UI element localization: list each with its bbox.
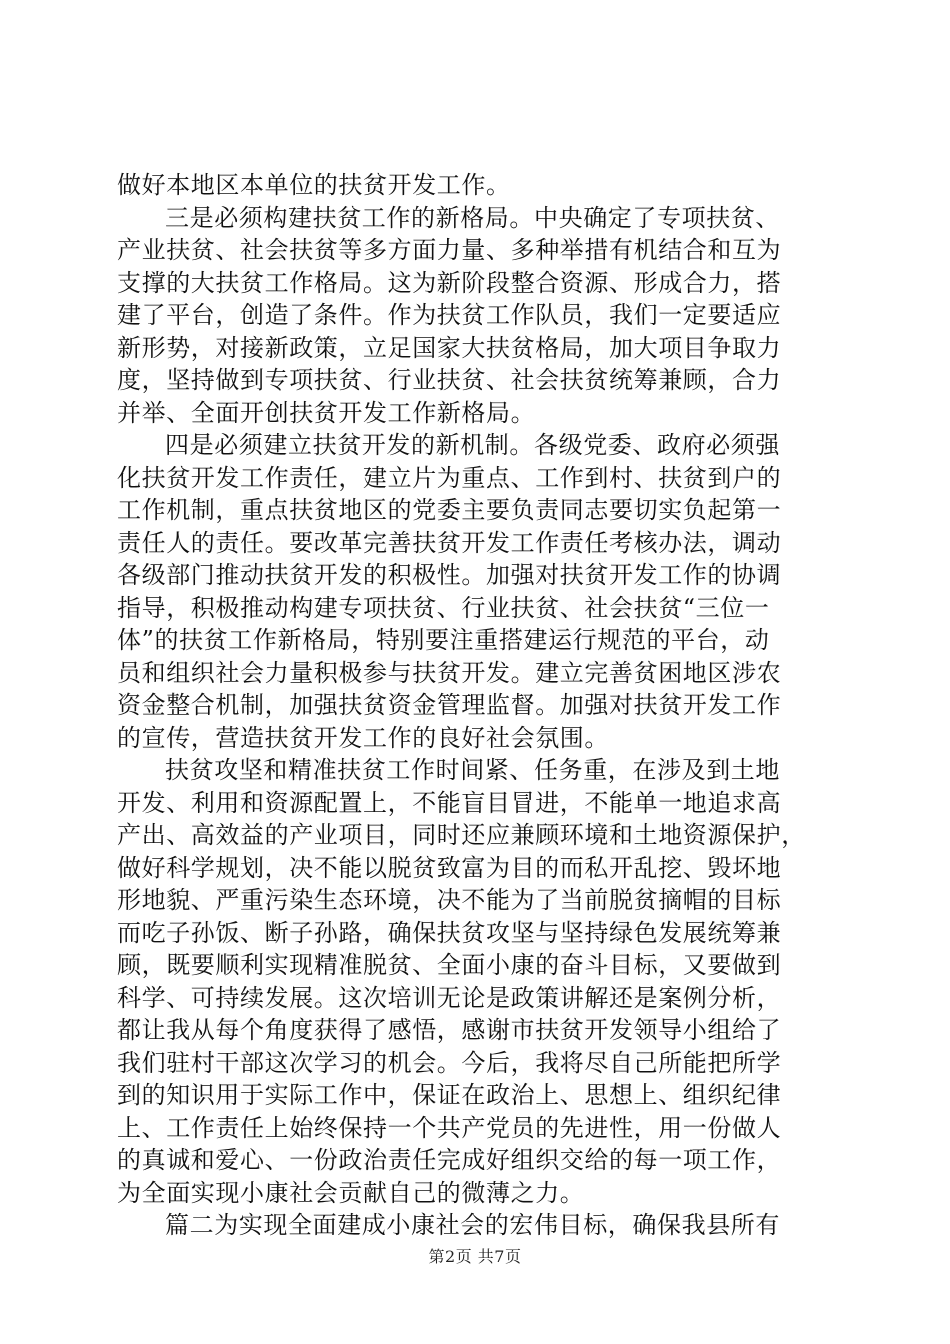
text-line: 到的知识用于实际工作中，保证在政治上、思想上、组织纪律 (117, 1081, 782, 1109)
text-line: 都让我从每个角度获得了感悟，感谢市扶贫开发领导小组给了 (117, 1016, 782, 1044)
text-line: 责任人的责任。要改革完善扶贫开发工作责任考核办法，调动 (117, 528, 782, 557)
text-line: 体”的扶贫工作新格局，特别要注重搭建运行规范的平台，动 (117, 626, 770, 654)
text-line: 并举、全面开创扶贫开发工作新格局。 (117, 398, 536, 427)
text-line: 的真诚和爱心、一份政治责任完成好组织交给的每一项工作， (117, 1146, 782, 1174)
paragraph-start-line: 三是必须构建扶贫工作的新格局。中央确定了专项扶贫、 (165, 203, 780, 232)
text-line: 支撑的大扶贫工作格局。这为新阶段整合资源、形成合力，搭 (117, 268, 782, 297)
paragraph-start-line: 扶贫攻坚和精准扶贫工作时间紧、任务重，在涉及到土地 (165, 756, 780, 784)
text-line: 产出、高效益的产业项目，同时还应兼顾环境和土地资源保护， (117, 821, 806, 849)
page-footer: 第2页 共7页 (428, 1247, 522, 1266)
text-line: 新形势，对接新政策，立足国家大扶贫格局，加大项目争取力 (117, 333, 782, 362)
text-line: 我们驻村干部这次学习的机会。今后，我将尽自己所能把所学 (117, 1048, 782, 1077)
text-line: 建了平台，创造了条件。作为扶贫工作队员，我们一定要适应 (117, 301, 782, 329)
text-line: 指导，积极推动构建专项扶贫、行业扶贫、社会扶贫“三位一 (117, 593, 770, 622)
text-line: 为全面实现小康社会贡献自己的微薄之力。 (117, 1178, 585, 1207)
text-line: 工作机制，重点扶贫地区的党委主要负责同志要切实负起第一 (117, 496, 782, 524)
text-line: 开发、利用和资源配置上，不能盲目冒进，不能单一地追求高 (117, 788, 782, 817)
text-line: 形地貌、严重污染生态环境，决不能为了当前脱贫摘帽的目标 (117, 886, 782, 914)
text-line: 化扶贫开发工作责任，建立片为重点、工作到村、扶贫到户的 (117, 463, 782, 492)
text-line: 科学、可持续发展。这次培训无论是政策讲解还是案例分析， (117, 983, 782, 1012)
text-line: 资金整合机制，加强扶贫资金管理监督。加强对扶贫开发工作 (117, 691, 782, 719)
text-line: 上、工作责任上始终保持一个共产党员的先进性，用一份做人 (117, 1113, 782, 1142)
text-line: 员和组织社会力量积极参与扶贫开发。建立完善贫困地区涉农 (117, 658, 782, 687)
text-line: 顾，既要顺利实现精准脱贫、全面小康的奋斗目标，又要做到 (117, 951, 782, 979)
paragraph-start-line: 篇二为实现全面建成小康社会的宏伟目标，确保我县所有 (165, 1211, 780, 1239)
text-line: 产业扶贫、社会扶贫等多方面力量、多种举措有机结合和互为 (117, 236, 782, 264)
text-line: 度，坚持做到专项扶贫、行业扶贫、社会扶贫统筹兼顾，合力 (117, 366, 782, 394)
text-line: 各级部门推动扶贫开发的积极性。加强对扶贫开发工作的协调 (117, 561, 782, 589)
document-body (117, 169, 837, 1242)
text-line: 做好科学规划，决不能以脱贫致富为目的而私开乱挖、毁坏地 (117, 853, 782, 882)
text-line: 做好本地区本单位的扶贫开发工作。 (117, 171, 511, 199)
text-line: 的宣传，营造扶贫开发工作的良好社会氛围。 (117, 723, 609, 752)
text-line: 而吃子孙饭、断子孙路，确保扶贫攻坚与坚持绿色发展统筹兼 (117, 918, 782, 947)
paragraph-start-line: 四是必须建立扶贫开发的新机制。各级党委、政府必须强 (165, 431, 780, 459)
